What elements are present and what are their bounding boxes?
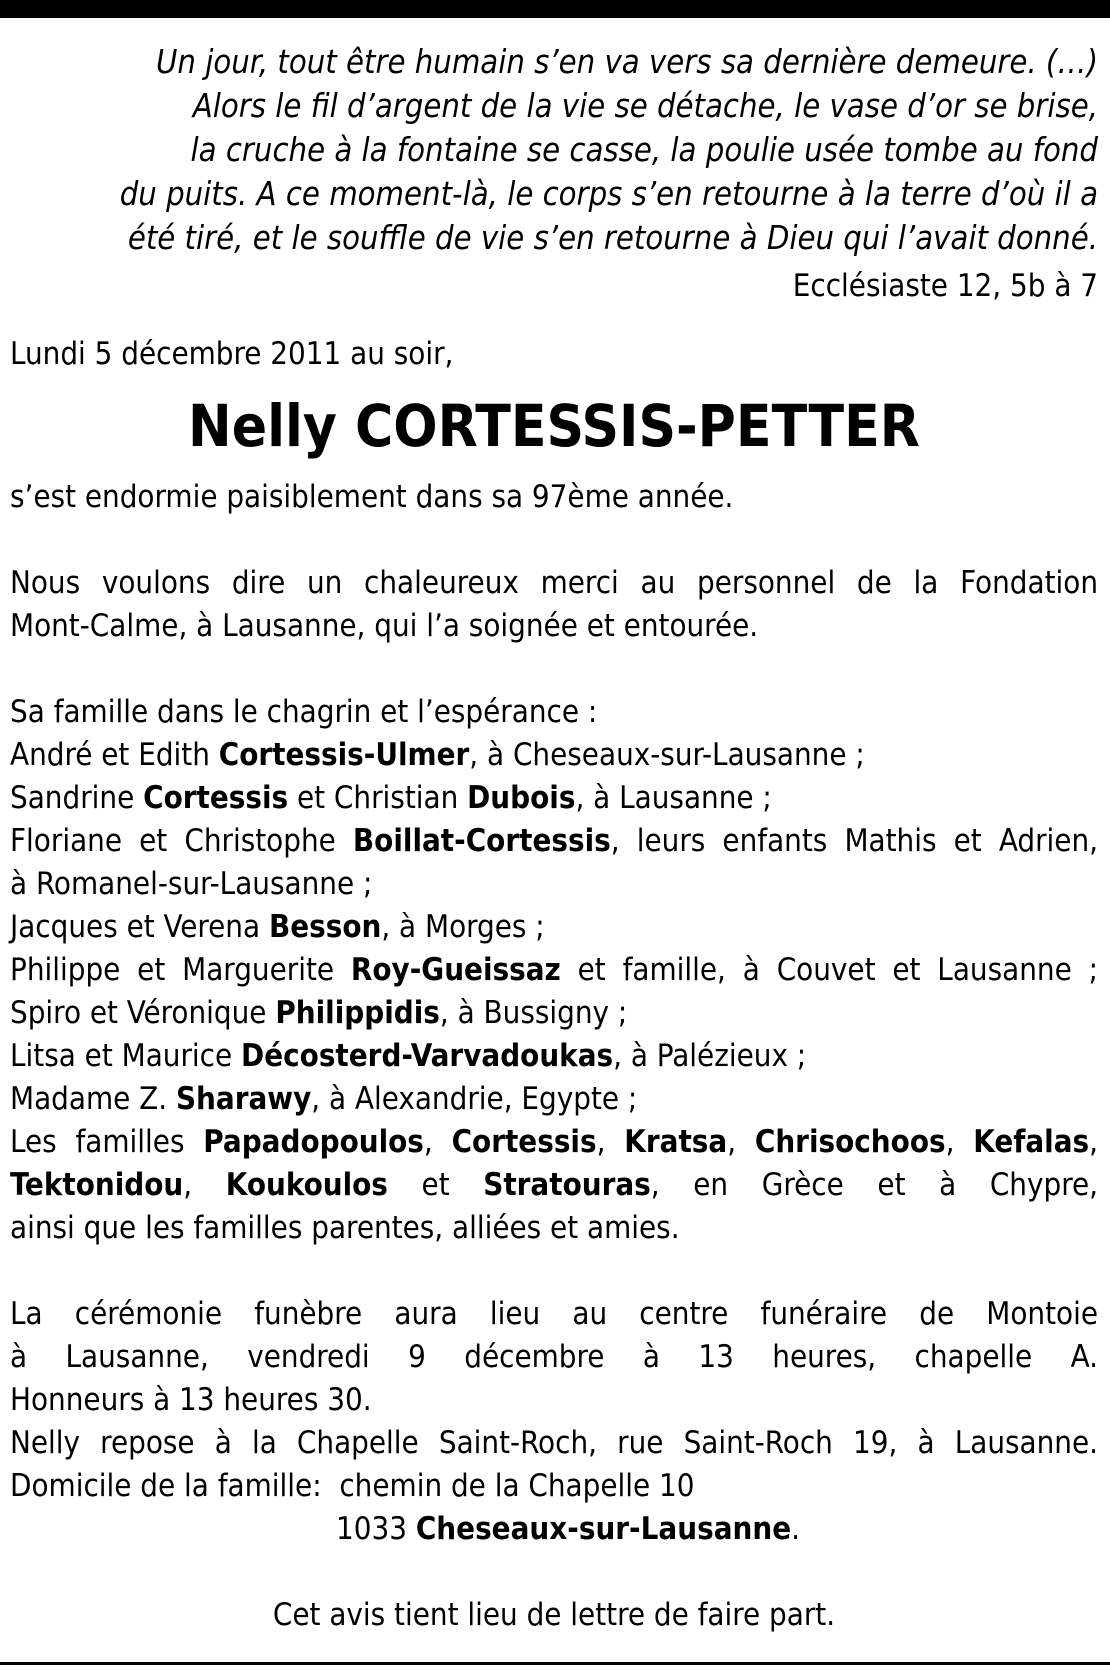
spacer bbox=[10, 648, 1098, 691]
family-surname: Boillat-Cortessis bbox=[352, 823, 611, 859]
rest-location: Nelly repose à la Chapelle Saint-Roch, rue Saint-Roch 19, à Lausanne. bbox=[10, 1425, 1098, 1461]
thanks-line: Mont-Calme, à Lausanne, qui l’a soignée et entourée. bbox=[10, 608, 759, 644]
family-surname: Chrisochoos bbox=[754, 1124, 946, 1160]
spacer bbox=[10, 519, 1098, 562]
family-entry: Spiro et Véronique Philippidis, à Bussigny ; bbox=[10, 995, 628, 1031]
family-surname: Sharawy bbox=[175, 1081, 312, 1117]
closing-note: Cet avis tient lieu de lettre de faire part. bbox=[272, 1597, 836, 1633]
family-surname: Besson bbox=[268, 909, 382, 945]
family-entry: Sandrine Cortessis et Christian Dubois, à Lausanne ; bbox=[10, 780, 772, 816]
scripture-quote bbox=[10, 40, 1098, 260]
quote-line: Alors le fil d’argent de la vie se détache, le vase d’or se brise, bbox=[192, 87, 1098, 125]
families-line: ainsi que les familles parentes, alliées et amies. bbox=[10, 1210, 680, 1246]
family-entry: Philippe et Marguerite Roy-Gueissaz et famille, à Couvet et Lausanne ; bbox=[10, 952, 1098, 988]
family-entry: Litsa et Maurice Décosterd-Varvadoukas, à Palézieux ; bbox=[10, 1038, 807, 1074]
quote-line: Un jour, tout être humain s’en va vers sa dernière demeure. (…) bbox=[156, 43, 1098, 81]
address-label: Domicile de la famille: bbox=[10, 1468, 322, 1504]
family-address bbox=[10, 1465, 1098, 1508]
families-line: Les familles Papadopoulos, Cortessis, Kratsa, Chrisochoos, Kefalas, bbox=[10, 1124, 1099, 1160]
obituary-notice bbox=[10, 40, 1098, 1637]
family-surname: Dubois bbox=[467, 780, 576, 816]
date-line: Lundi 5 décembre 2011 au soir, bbox=[10, 336, 454, 372]
family-surname: Cortessis bbox=[451, 1124, 597, 1160]
family-surname: Kefalas bbox=[973, 1124, 1090, 1160]
thanks-line: Nous voulons dire un chaleureux merci au personnel de la Fondation bbox=[10, 565, 1098, 601]
family-entry: à Romanel-sur-Lausanne ; bbox=[10, 866, 373, 902]
family-list bbox=[10, 691, 1098, 1250]
quote-line: été tiré, et le souffle de vie s’en retourne à Dieu qui l’avait donné. bbox=[127, 219, 1098, 257]
ceremony-line: Honneurs à 13 heures 30. bbox=[10, 1382, 372, 1418]
family-surname: Stratouras bbox=[483, 1167, 651, 1203]
ceremony-details bbox=[10, 1293, 1098, 1551]
family-surname: Kratsa bbox=[624, 1124, 728, 1160]
family-surname: Cortessis bbox=[143, 780, 289, 816]
ceremony-line: à Lausanne, vendredi 9 décembre à 13 heures, chapelle A. bbox=[10, 1339, 1098, 1375]
spacer bbox=[10, 1250, 1098, 1293]
families-line: Tektonidou, Koukoulos et Stratouras, en Grèce et à Chypre, bbox=[10, 1167, 1098, 1203]
family-surname: Philippidis bbox=[275, 995, 440, 1031]
family-surname: Tektonidou bbox=[10, 1167, 184, 1203]
family-surname: Papadopoulos bbox=[203, 1124, 424, 1160]
thanks-paragraph bbox=[10, 562, 1098, 648]
family-entry: André et Edith Cortessis-Ulmer, à Cheseaux-sur-Lausanne ; bbox=[10, 737, 865, 773]
address-city: Cheseaux-sur-Lausanne bbox=[415, 1511, 792, 1547]
top-border-rule bbox=[0, 0, 1110, 18]
quote-line: du puits. A ce moment-là, le corps s’en retourne à la terre d’où il a bbox=[119, 175, 1098, 213]
family-surname: Décosterd-Varvadoukas bbox=[241, 1038, 614, 1074]
address-street: chemin de la Chapelle 10 bbox=[339, 1468, 695, 1504]
family-surname: Koukoulos bbox=[225, 1167, 388, 1203]
family-surname: Roy-Gueissaz bbox=[350, 952, 561, 988]
quote-reference: Ecclésiaste 12, 5b à 7 bbox=[792, 268, 1098, 304]
deceased-name: Nelly CORTESSIS-PETTER bbox=[188, 392, 920, 460]
family-entry: Jacques et Verena Besson, à Morges ; bbox=[10, 909, 545, 945]
quote-line: la cruche à la fontaine se casse, la poulie usée tombe au fond bbox=[190, 131, 1098, 169]
passing-statement: s’est endormie paisiblement dans sa 97ème année. bbox=[10, 479, 734, 515]
bottom-border-rule bbox=[0, 1662, 1110, 1665]
address-city-line: 1033 Cheseaux-sur-Lausanne. bbox=[336, 1511, 801, 1547]
family-surname: Cortessis-Ulmer bbox=[218, 737, 470, 773]
family-intro: Sa famille dans le chagrin et l’espérance : bbox=[10, 694, 598, 730]
ceremony-line: La cérémonie funèbre aura lieu au centre funéraire de Montoie bbox=[10, 1296, 1098, 1332]
family-entry: Floriane et Christophe Boillat-Cortessis, leurs enfants Mathis et Adrien, bbox=[10, 823, 1098, 859]
family-entry: Madame Z. Sharawy, à Alexandrie, Egypte ; bbox=[10, 1081, 638, 1117]
